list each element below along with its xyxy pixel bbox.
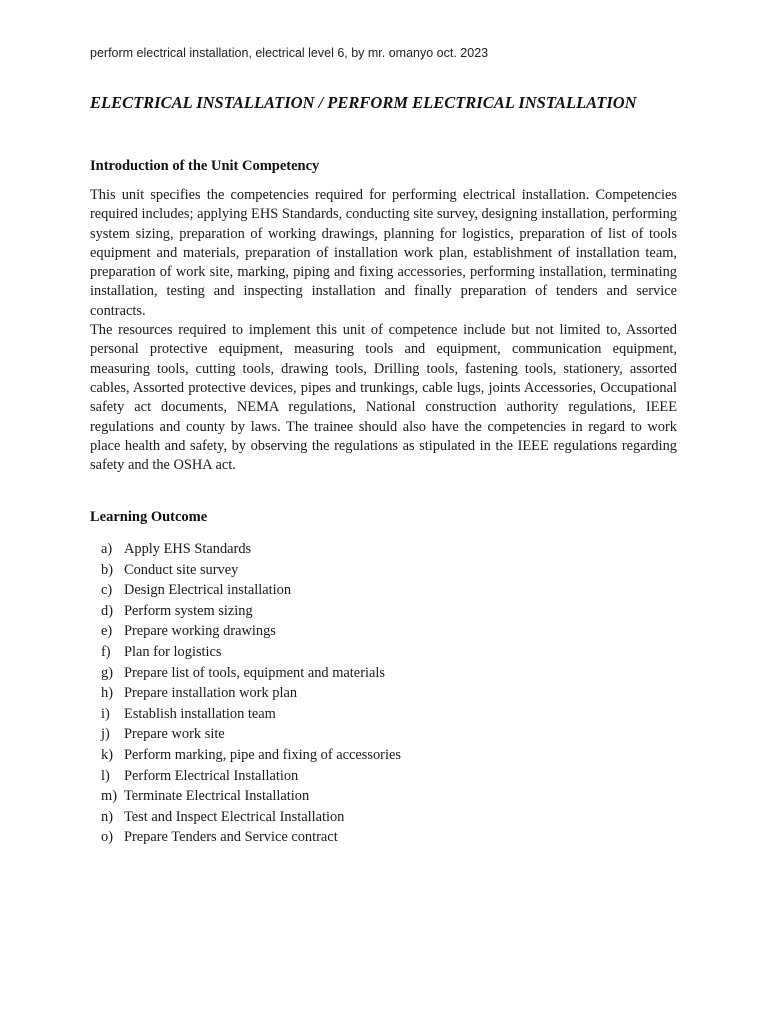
list-item xyxy=(90,642,401,663)
list-item-text: Conduct site survey xyxy=(124,561,239,578)
list-item xyxy=(90,663,401,684)
list-item xyxy=(90,724,401,745)
list-item xyxy=(90,683,401,704)
list-marker: k) xyxy=(101,746,113,763)
list-item xyxy=(90,786,401,807)
list-marker: o) xyxy=(101,829,113,846)
list-marker: f) xyxy=(101,643,111,660)
list-item xyxy=(90,539,401,560)
list-item xyxy=(90,766,401,787)
list-item-text: Prepare list of tools, equipment and materials xyxy=(124,664,385,681)
list-marker: j) xyxy=(101,726,110,743)
list-marker: d) xyxy=(101,602,113,619)
intro-body xyxy=(90,186,677,475)
list-item-text: Perform marking, pipe and fixing of accessories xyxy=(124,746,401,763)
list-marker: n) xyxy=(101,808,113,825)
list-item xyxy=(90,745,401,766)
learning-outcome-list xyxy=(90,539,401,848)
list-marker: l) xyxy=(101,767,110,784)
list-item-text: Prepare Tenders and Service contract xyxy=(124,829,338,846)
list-item-text: Prepare work site xyxy=(124,726,225,743)
list-item-text: Apply EHS Standards xyxy=(124,541,252,557)
list-item xyxy=(90,601,401,622)
list-item-text: Test and Inspect Electrical Installation xyxy=(124,808,345,825)
intro-paragraph: This unit specifies the competencies required for performing electrical installation. Competencies required includes; applying EHS Standards, conducting site survey, designing installation, performing system sizing, preparation of working drawings, planning for logistics, preparation of list of tools equipment and materials, preparation of installation work plan, establishment of installation team, preparation of work site, marking, piping and fixing accessories, performing installation, terminating installation, testing and inspecting installation and finally preparation of tenders and service contracts. xyxy=(90,187,677,319)
list-marker: m) xyxy=(101,788,117,805)
list-marker: g) xyxy=(101,664,113,681)
list-item xyxy=(90,580,401,601)
list-item xyxy=(90,621,401,642)
list-item-text: Plan for logistics xyxy=(124,643,222,660)
header-note: perform electrical installation, electrical level 6, by mr. omanyo oct. 2023 xyxy=(90,46,489,60)
list-item xyxy=(90,807,401,828)
list-item xyxy=(90,560,401,581)
list-item-text: Perform Electrical Installation xyxy=(124,767,299,784)
list-item-text: Prepare working drawings xyxy=(124,623,276,640)
list-item-text: Prepare installation work plan xyxy=(124,685,298,702)
list-item-text: Design Electrical installation xyxy=(124,582,292,599)
list-item-text: Terminate Electrical Installation xyxy=(124,788,310,805)
list-item xyxy=(90,827,401,848)
list-item-text: Perform system sizing xyxy=(124,602,253,619)
list-marker: h) xyxy=(101,685,113,702)
list-marker: a) xyxy=(101,541,113,557)
learning-outcome-heading: Learning Outcome xyxy=(90,509,208,525)
intro-paragraph: The resources required to implement this unit of competence include but not limited to, Assorted personal protective equipment, measuring tools and equipment, communication equipment, measuring tools, cutting tools, drawing tools, Drilling tools, fastening tools, stationery, assorted cables, Assorted protective devices, pipes and trunkings, cable lugs, joints Accessories, Occupational safety act documents, NEMA regulations, National construction authority regulations, IEEE regulations and county by laws. The trainee should also have the competencies in regard to work place health and safety, by observing the regulations as stipulated in the IEEE regulations regarding safety and the OSHA act. xyxy=(90,322,677,474)
document-title: ELECTRICAL INSTALLATION / PERFORM ELECTRICAL INSTALLATION xyxy=(90,93,637,112)
list-item-text: Establish installation team xyxy=(124,705,276,722)
intro-heading: Introduction of the Unit Competency xyxy=(90,158,320,174)
list-marker: e) xyxy=(101,623,113,640)
list-marker: c) xyxy=(101,582,113,599)
list-item xyxy=(90,704,401,725)
list-marker: i) xyxy=(101,705,110,722)
list-marker: b) xyxy=(101,561,113,578)
